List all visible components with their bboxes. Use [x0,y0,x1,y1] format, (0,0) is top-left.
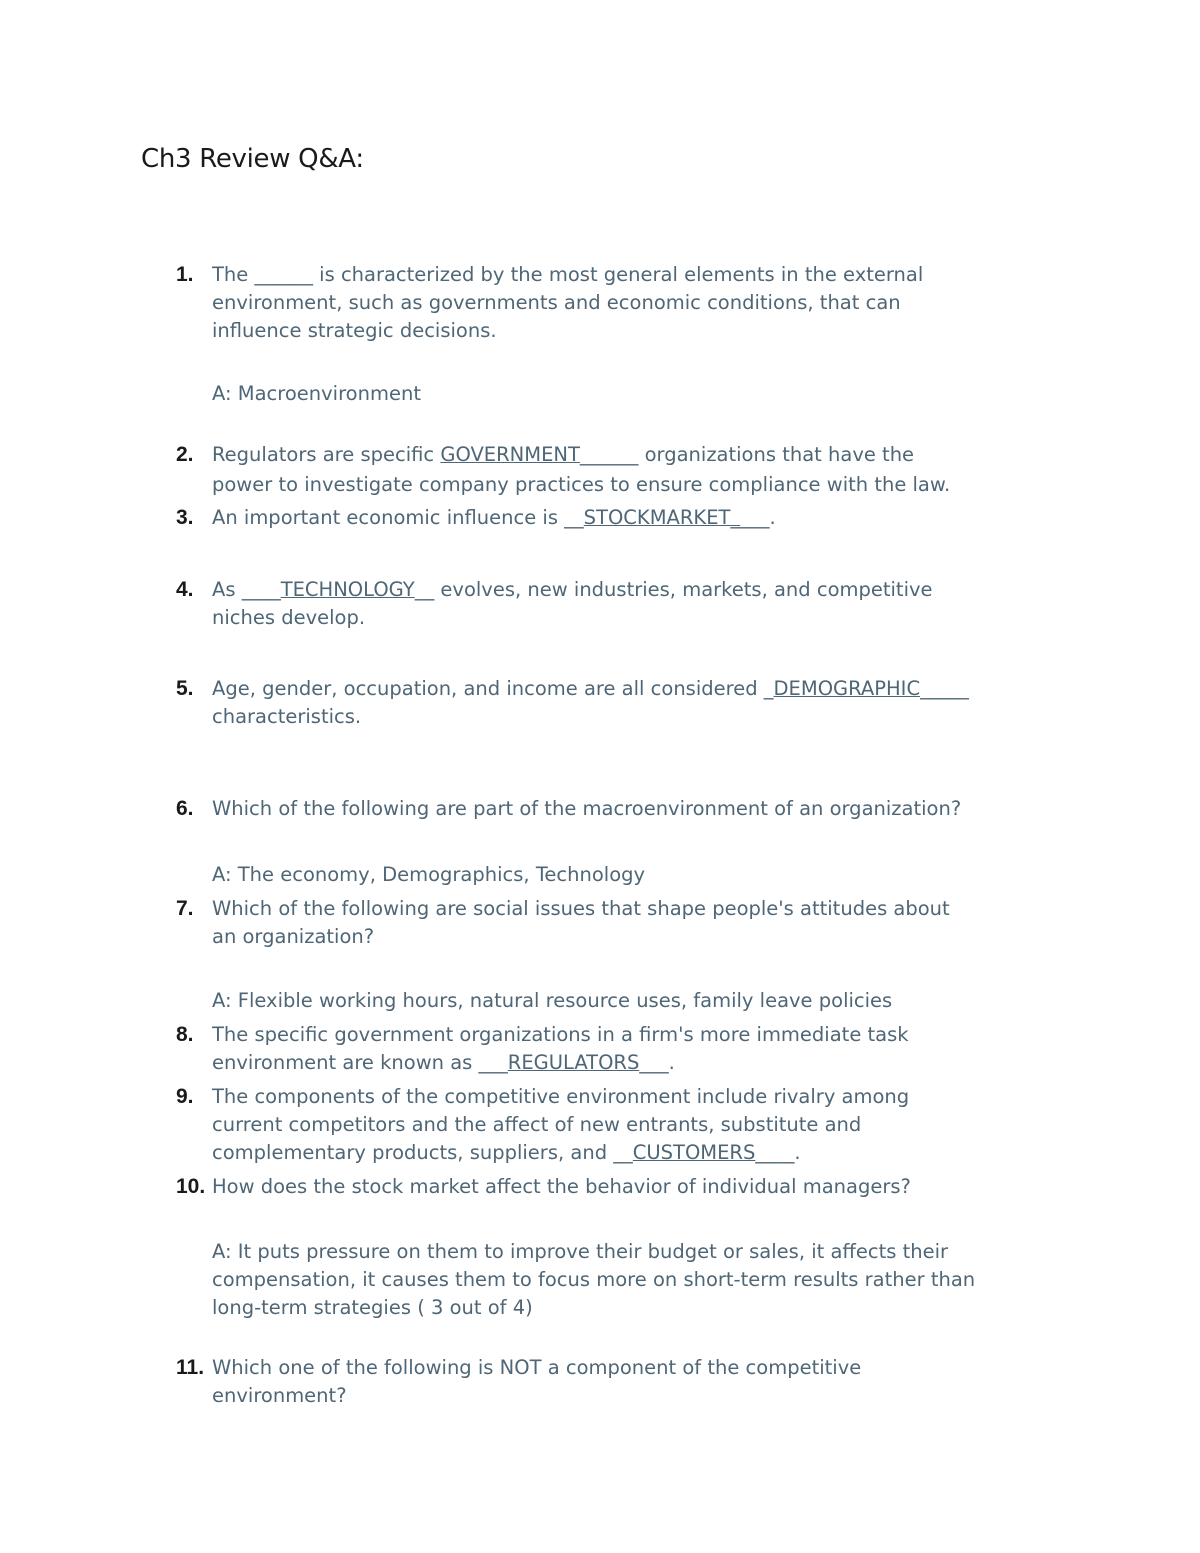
question-text: The specific government organizations in a firm's more immediate task environment are known as ___REGULATORS___. [212,1023,909,1074]
question-number: 1. [176,263,194,286]
question-number: 2. [176,443,194,466]
question-number: 5. [176,677,194,700]
question-text: The ______ is characterized by the most general elements in the external environment, such as governments and economic conditions, that can influence strategic decisions. [212,263,924,342]
question-text: An important economic influence is __STOCKMARKET____. [212,506,776,529]
answer-6: A: The economy, Demographics, Technology [212,863,646,886]
fill-in-answer: TECHNOLOGY [280,578,415,601]
question-number: 9. [176,1085,194,1108]
question-text: Which of the following are part of the macroenvironment of an organization? [212,797,962,820]
question-number: 8. [176,1023,194,1046]
answer-7: A: Flexible working hours, natural resource uses, family leave policies [212,989,893,1012]
fill-in-answer: CUSTOMERS [632,1141,756,1164]
question-number: 4. [176,578,194,601]
question-number: 11. [176,1356,205,1379]
question-text: Regulators are specific GOVERNMENT______ organizations that have the power to investigate company practices to ensure compliance with the law. [212,443,951,496]
question-number: 6. [176,797,194,820]
question-text: The components of the competitive environment include rivalry among current competitors and the affect of new entrants, substitute and complementary products, suppliers, and __CUSTOMERS____. [212,1085,910,1164]
fill-in-answer: REGULATORS [507,1051,640,1074]
question-text: How does the stock market affect the behavior of individual managers? [212,1175,911,1198]
question-number: 10. [176,1175,206,1198]
question-number: 3. [176,506,194,529]
fill-in-answer: GOVERNMENT [440,443,580,466]
question-number: 7. [176,897,194,920]
question-text: As ____TECHNOLOGY__ evolves, new industries, markets, and competitive niches develop. [212,578,933,629]
page-title: Ch3 Review Q&A: [141,144,364,174]
question-text: Which of the following are social issues that shape people's attitudes about an organization? [212,897,950,948]
answer-10: A: It puts pressure on them to improve their budget or sales, it affects their compensation, it causes them to focus more on short-term results rather than long-term strategies ( 3 out of 4) [212,1240,976,1319]
answer-1: A: Macroenvironment [212,382,421,405]
fill-in-answer: DEMOGRAPHIC [773,677,921,700]
fill-in-answer: STOCKMARKET_ [583,506,741,529]
question-text: Age, gender, occupation, and income are all considered _DEMOGRAPHIC_____ characteristics. [212,677,969,728]
question-text: Which one of the following is NOT a component of the competitive environment? [212,1356,862,1407]
